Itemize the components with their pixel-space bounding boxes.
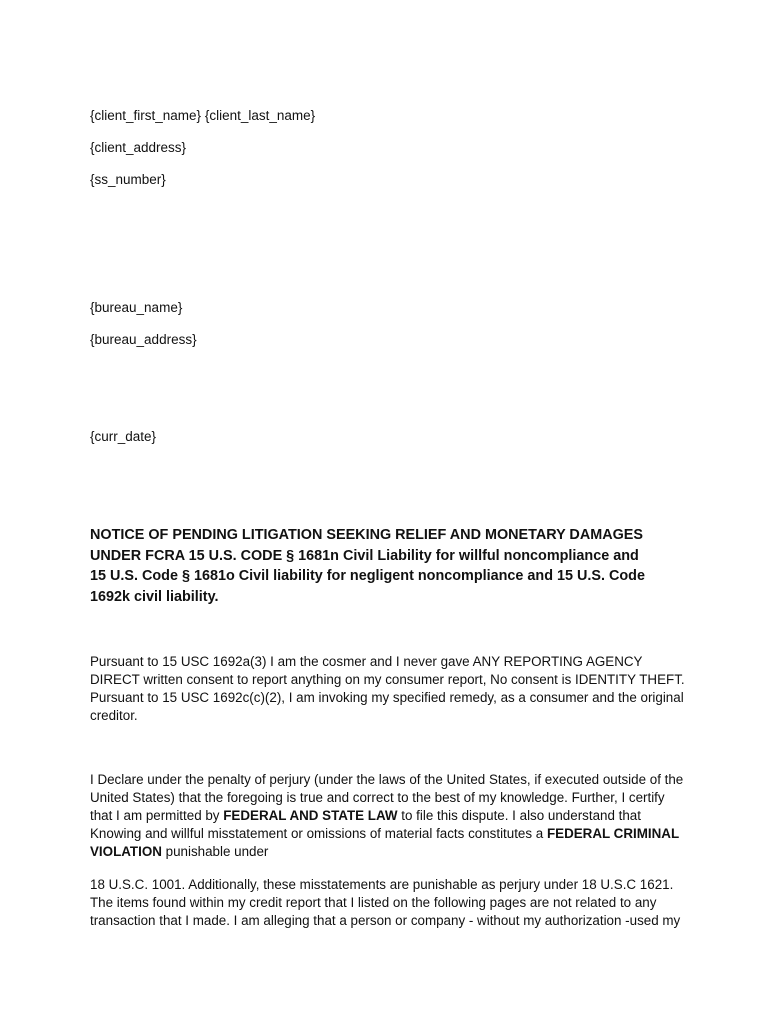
text-run: punishable under xyxy=(161,844,269,859)
paragraph-line: The items found within my credit report that I listed on the following pages are not related to any xyxy=(90,895,657,910)
bold-text: FEDERAL CRIMINAL xyxy=(546,826,680,841)
declaration-paragraph xyxy=(90,771,690,861)
text-run: to file this dispute. I also understand that xyxy=(397,808,641,823)
paragraph-line xyxy=(90,843,690,861)
title-line: UNDER FCRA 15 U.S. CODE § 1681n Civil Liability for willful noncompliance and xyxy=(90,547,639,564)
notice-title xyxy=(90,525,690,607)
title-line: 15 U.S. Code § 1681o Civil liability for negligent noncompliance and 15 U.S. Code xyxy=(90,568,645,584)
paragraph-line: United States) that the foregoing is true and correct to the best of my knowledge. Further, I certify xyxy=(90,790,665,805)
client-name: {client_first_name} {client_last_name} xyxy=(90,108,316,123)
consent-paragraph xyxy=(90,653,690,725)
title-line: 1692k civil liability. xyxy=(90,588,219,605)
paragraph-line: I Declare under the penalty of perjury (under the laws of the United States, if executed outside of the xyxy=(90,772,684,787)
paragraph-line: Pursuant to 15 USC 1692c(c)(2), I am invoking my specified remedy, as a consumer and the original xyxy=(90,690,684,705)
paragraph-line: Pursuant to 15 USC 1692a(3) I am the cosmer and I never gave ANY REPORTING AGENCY xyxy=(90,654,643,669)
paragraph-line xyxy=(90,825,690,843)
client-address: {client_address} xyxy=(90,140,187,155)
ss-number: {ss_number} xyxy=(90,172,166,187)
paragraph-line: transaction that I made. I am alleging that a person or company - without my authorization -used my xyxy=(90,913,681,928)
perjury-paragraph xyxy=(90,876,690,930)
text-run: that I am permitted by xyxy=(90,808,224,823)
current-date: {curr_date} xyxy=(90,429,157,444)
bureau-address: {bureau_address} xyxy=(90,332,197,347)
paragraph-line xyxy=(90,807,690,825)
text-run: Knowing and willful misstatement or omissions of material facts constitutes a xyxy=(90,826,547,841)
paragraph-line: creditor. xyxy=(90,708,138,723)
paragraph-line: 18 U.S.C. 1001. Additionally, these misstatements are punishable as perjury under 18 U.S.C 1621. xyxy=(90,877,674,892)
bureau-name: {bureau_name} xyxy=(90,300,183,315)
bold-text: FEDERAL AND STATE LAW xyxy=(223,808,398,823)
paragraph-line: DIRECT written consent to report anything on my consumer report, No consent is IDENTITY THEFT. xyxy=(90,672,685,687)
title-line: NOTICE OF PENDING LITIGATION SEEKING RELIEF AND MONETARY DAMAGES xyxy=(90,527,643,543)
bold-text: VIOLATION xyxy=(90,844,162,859)
